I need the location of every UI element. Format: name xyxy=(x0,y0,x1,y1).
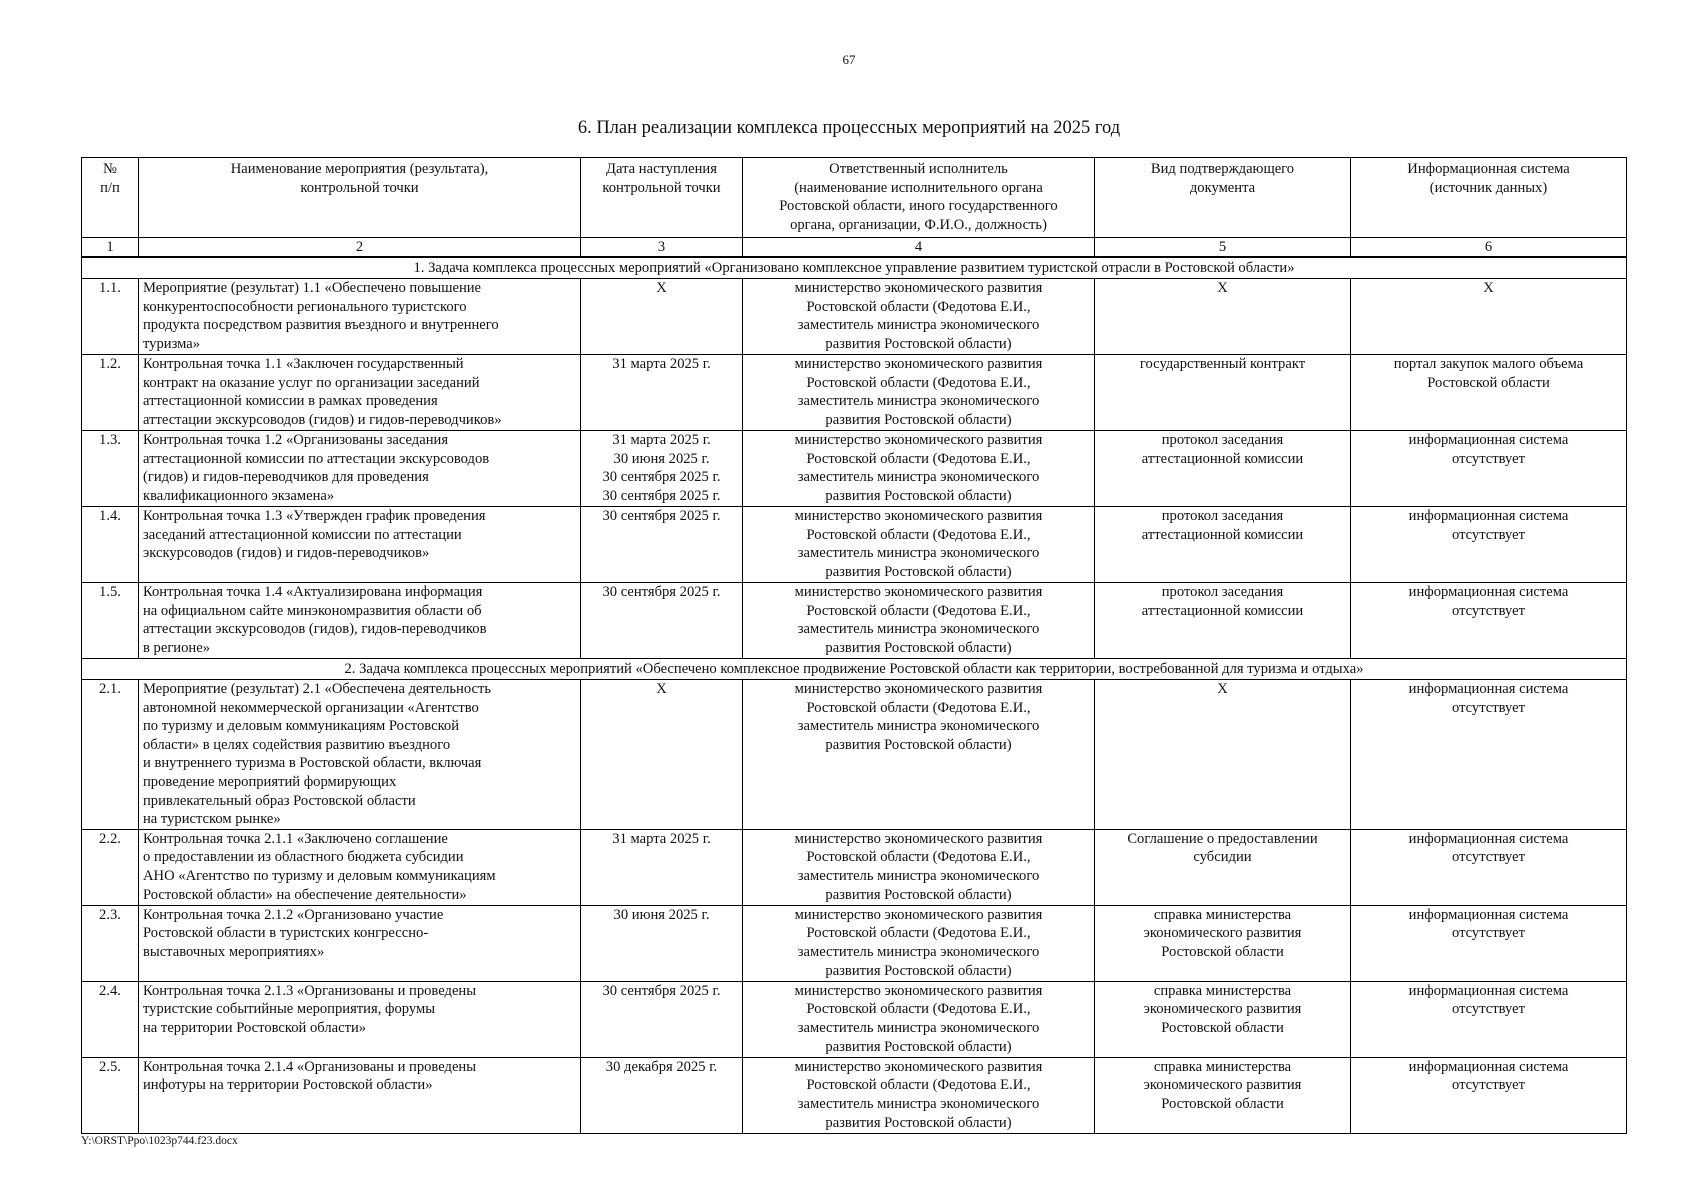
activity-name: Контрольная точка 2.1.2 «Организовано участие Ростовской области в туристских конгрессно- выставочных мероприятиях» xyxy=(139,905,581,981)
table-row xyxy=(82,355,1627,431)
table-row xyxy=(82,829,1627,905)
information-system: информационная система отсутствует xyxy=(1351,507,1627,583)
activity-name: Мероприятие (результат) 2.1 «Обеспечена деятельность автономной некоммерческой организации «Агентство по туризму и деловым коммуникациям Ростовской области» в целях содействия развитию въездного и внутреннего туризма в Ростовской области, включая проведение мероприятий формирующих привлекательный образ Ростовской области на туристском рынке» xyxy=(139,680,581,830)
row-number: 2.1. xyxy=(82,680,139,830)
activity-name: Контрольная точка 1.3 «Утвержден график проведения заседаний аттестационной комиссии по аттестации экскурсоводов (гидов) и гидов-переводчиков» xyxy=(139,507,581,583)
section-title: 2. Задача комплекса процессных мероприятий «Обеспечено комплексное продвижение Ростовской области как территории, востребованной для туризма и отдыха» xyxy=(82,659,1627,680)
information-system: информационная система отсутствует xyxy=(1351,680,1627,830)
section-header-row xyxy=(82,257,1627,279)
row-number: 2.2. xyxy=(82,829,139,905)
confirming-document: протокол заседания аттестационной комиссии xyxy=(1095,507,1351,583)
responsible-executor: министерство экономического развития Ростовской области (Федотова Е.И., заместитель министра экономического развития Ростовской области) xyxy=(743,279,1095,355)
column-number: 2 xyxy=(139,238,581,258)
confirming-document: Соглашение о предоставлении субсидии xyxy=(1095,829,1351,905)
information-system: информационная система отсутствует xyxy=(1351,829,1627,905)
information-system: информационная система отсутствует xyxy=(1351,431,1627,507)
control-date: X xyxy=(581,680,743,830)
activity-name: Мероприятие (результат) 1.1 «Обеспечено повышение конкурентоспособности регионального туристского продукта посредством развития въездного и внутреннего туризма» xyxy=(139,279,581,355)
control-date: 30 сентября 2025 г. xyxy=(581,583,743,659)
row-number: 1.3. xyxy=(82,431,139,507)
table-header-row xyxy=(82,158,1627,238)
row-number: 1.5. xyxy=(82,583,139,659)
confirming-document: справка министерства экономического развития Ростовской области xyxy=(1095,905,1351,981)
table-row xyxy=(82,431,1627,507)
header-executor: Ответственный исполнитель (наименование исполнительного органа Ростовской области, иного государственного органа, организации, Ф.И.О., должность) xyxy=(743,158,1095,238)
control-date: 31 марта 2025 г. 30 июня 2025 г. 30 сентября 2025 г. 30 сентября 2025 г. xyxy=(581,431,743,507)
responsible-executor: министерство экономического развития Ростовской области (Федотова Е.И., заместитель министра экономического развития Ростовской области) xyxy=(743,1057,1095,1133)
responsible-executor: министерство экономического развития Ростовской области (Федотова Е.И., заместитель министра экономического развития Ростовской области) xyxy=(743,981,1095,1057)
page-title: 6. План реализации комплекса процессных мероприятий на 2025 год xyxy=(577,118,1121,138)
header-num: № п/п xyxy=(82,158,139,238)
table-row xyxy=(82,279,1627,355)
plan-table-body xyxy=(82,257,1627,1133)
confirming-document: справка министерства экономического развития Ростовской области xyxy=(1095,981,1351,1057)
confirming-document: протокол заседания аттестационной комиссии xyxy=(1095,431,1351,507)
column-number: 3 xyxy=(581,238,743,258)
information-system: информационная система отсутствует xyxy=(1351,1057,1627,1133)
responsible-executor: министерство экономического развития Ростовской области (Федотова Е.И., заместитель министра экономического развития Ростовской области) xyxy=(743,507,1095,583)
table-row xyxy=(82,981,1627,1057)
activity-name: Контрольная точка 1.4 «Актуализирована информация на официальном сайте минэкономразвития области об аттестации экскурсоводов (гидов), гидов-переводчиков в регионе» xyxy=(139,583,581,659)
header-date: Дата наступления контрольной точки xyxy=(581,158,743,238)
page-number: 67 xyxy=(842,52,856,67)
control-date: 30 сентября 2025 г. xyxy=(581,507,743,583)
header-system: Информационная система (источник данных) xyxy=(1351,158,1627,238)
table-row xyxy=(82,507,1627,583)
activity-name: Контрольная точка 2.1.1 «Заключено соглашение о предоставлении из областного бюджета субсидии АНО «Агентство по туризму и деловым коммуникациям Ростовской области» на обеспечение деятельности» xyxy=(139,829,581,905)
responsible-executor: министерство экономического развития Ростовской области (Федотова Е.И., заместитель министра экономического развития Ростовской области) xyxy=(743,583,1095,659)
control-date: X xyxy=(581,279,743,355)
confirming-document: X xyxy=(1095,680,1351,830)
responsible-executor: министерство экономического развития Ростовской области (Федотова Е.И., заместитель министра экономического развития Ростовской области) xyxy=(743,680,1095,830)
section-title: 1. Задача комплекса процессных мероприятий «Организовано комплексное управление развитием туристской отрасли в Ростовской области» xyxy=(82,257,1627,279)
column-numbers-row xyxy=(82,238,1627,258)
table-row xyxy=(82,583,1627,659)
plan-table xyxy=(81,157,1627,1134)
information-system: информационная система отсутствует xyxy=(1351,905,1627,981)
information-system: X xyxy=(1351,279,1627,355)
row-number: 2.4. xyxy=(82,981,139,1057)
activity-name: Контрольная точка 1.2 «Организованы заседания аттестационной комиссии по аттестации экскурсоводов (гидов) и гидов-переводчиков для проведения квалификационного экзамена» xyxy=(139,431,581,507)
row-number: 1.1. xyxy=(82,279,139,355)
row-number: 1.2. xyxy=(82,355,139,431)
responsible-executor: министерство экономического развития Ростовской области (Федотова Е.И., заместитель министра экономического развития Ростовской области) xyxy=(743,355,1095,431)
activity-name: Контрольная точка 2.1.3 «Организованы и проведены туристские событийные мероприятия, форумы на территории Ростовской области» xyxy=(139,981,581,1057)
control-date: 31 марта 2025 г. xyxy=(581,355,743,431)
information-system: информационная система отсутствует xyxy=(1351,981,1627,1057)
control-date: 30 июня 2025 г. xyxy=(581,905,743,981)
table-row xyxy=(82,905,1627,981)
confirming-document: протокол заседания аттестационной комиссии xyxy=(1095,583,1351,659)
responsible-executor: министерство экономического развития Ростовской области (Федотова Е.И., заместитель министра экономического развития Ростовской области) xyxy=(743,905,1095,981)
responsible-executor: министерство экономического развития Ростовской области (Федотова Е.И., заместитель министра экономического развития Ростовской области) xyxy=(743,829,1095,905)
file-path-footer: Y:\ORST\Ppo\1023p744.f23.docx xyxy=(81,1135,238,1147)
control-date: 31 марта 2025 г. xyxy=(581,829,743,905)
confirming-document: справка министерства экономического развития Ростовской области xyxy=(1095,1057,1351,1133)
control-date: 30 сентября 2025 г. xyxy=(581,981,743,1057)
activity-name: Контрольная точка 1.1 «Заключен государственный контракт на оказание услуг по организации заседаний аттестационной комиссии в рамках проведения аттестации экскурсоводов (гидов) и гидов-переводчиков» xyxy=(139,355,581,431)
table-row xyxy=(82,680,1627,830)
responsible-executor: министерство экономического развития Ростовской области (Федотова Е.И., заместитель министра экономического развития Ростовской области) xyxy=(743,431,1095,507)
control-date: 30 декабря 2025 г. xyxy=(581,1057,743,1133)
row-number: 1.4. xyxy=(82,507,139,583)
column-number: 5 xyxy=(1095,238,1351,258)
confirming-document: X xyxy=(1095,279,1351,355)
activity-name: Контрольная точка 2.1.4 «Организованы и проведены инфотуры на территории Ростовской области» xyxy=(139,1057,581,1133)
row-number: 2.3. xyxy=(82,905,139,981)
header-doc: Вид подтверждающего документа xyxy=(1095,158,1351,238)
confirming-document: государственный контракт xyxy=(1095,355,1351,431)
section-header-row xyxy=(82,659,1627,680)
column-number: 6 xyxy=(1351,238,1627,258)
column-number: 1 xyxy=(82,238,139,258)
column-number: 4 xyxy=(743,238,1095,258)
information-system: информационная система отсутствует xyxy=(1351,583,1627,659)
information-system: портал закупок малого объема Ростовской области xyxy=(1351,355,1627,431)
row-number: 2.5. xyxy=(82,1057,139,1133)
table-row xyxy=(82,1057,1627,1133)
header-name: Наименование мероприятия (результата), контрольной точки xyxy=(139,158,581,238)
